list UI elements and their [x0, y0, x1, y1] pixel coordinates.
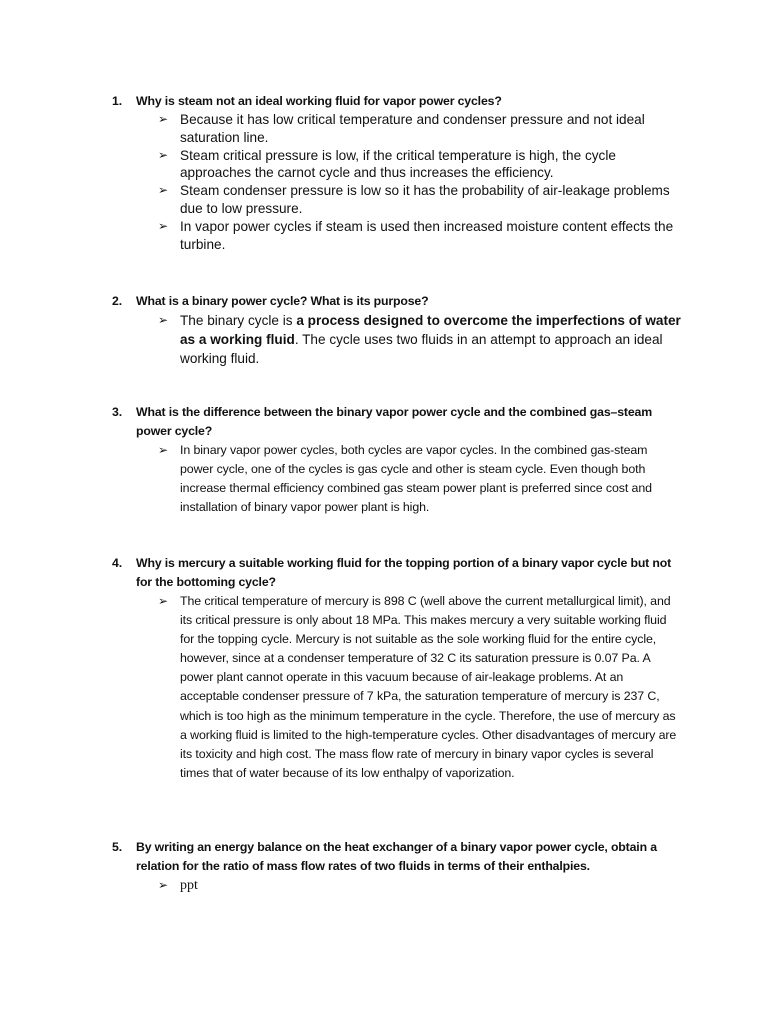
answer-list: [112, 592, 682, 783]
answer-text: ppt: [180, 878, 198, 893]
answer-list: [112, 311, 682, 368]
arrow-bullet-icon: ➢: [158, 183, 169, 198]
question-heading: [112, 554, 682, 592]
question-1: [112, 92, 682, 253]
arrow-bullet-icon: ➢: [158, 219, 169, 234]
answer-text: Steam condenser pressure is low so it has the probability of air-leakage problems due to low pressure.: [180, 183, 670, 216]
arrow-bullet-icon: ➢: [158, 443, 168, 457]
question-heading: [112, 292, 682, 311]
question-title: By writing an energy balance on the heat exchanger of a binary vapor power cycle, obtain a relation for the ratio of mass flow rates of two fluids in terms of their enthalpies.: [136, 840, 657, 873]
question-heading: [112, 403, 682, 441]
list-item: [112, 111, 682, 146]
answer-text: Because it has low critical temperature and condenser pressure and not ideal saturation line.: [180, 112, 645, 145]
list-item: [112, 218, 682, 253]
list-item: [112, 876, 682, 895]
question-4: [112, 554, 682, 783]
question-number: 4.: [112, 556, 122, 570]
question-number: 2.: [112, 294, 122, 308]
list-item: [112, 311, 682, 368]
list-item: [112, 147, 682, 182]
question-title: What is a binary power cycle? What is its purpose?: [136, 294, 429, 308]
answer-text: Steam critical pressure is low, if the critical temperature is high, the cycle approaches the carnot cycle and thus increases the efficiency.: [180, 147, 616, 181]
question-title: What is the difference between the binary vapor power cycle and the combined gas–steam power cycle?: [136, 405, 653, 438]
answer-text: In binary vapor power cycles, both cycles are vapor cycles. In the combined gas-steam power cycle, one of the cycles is gas cycle and other is steam cycle. Even though both increase thermal efficiency combined gas steam power plant is preferred since cost and installation of binary vapor power plant is high.: [180, 443, 652, 515]
answer-text-suffix: . The cycle uses two fluids in an attempt to approach an ideal working fluid.: [180, 332, 663, 366]
answer-list: [112, 111, 682, 253]
arrow-bullet-icon: ➢: [158, 147, 169, 162]
arrow-bullet-icon: ➢: [158, 112, 169, 126]
question-heading: [112, 838, 682, 876]
question-title: Why is steam not an ideal working fluid for vapor power cycles?: [136, 94, 502, 108]
answer-list: [112, 441, 682, 517]
question-heading: [112, 92, 682, 111]
answer-list: [112, 876, 682, 895]
question-number: 3.: [112, 405, 122, 419]
list-item: [112, 441, 682, 517]
answer-text: The critical temperature of mercury is 898 C (well above the current metallurgical limit), and its critical pressure is only about 18 MPa. This makes mercury a very suitable working fluid for the topping cycle. Mercury is not suitable as the sole working fluid for the entire cycle, however, since at a condenser temperature of 32 C its saturation pressure is 0.07 Pa. A power plant cannot operate in this vacuum because of air-leakage problems. At an acceptable condenser pressure of 7 kPa, the saturation temperature of mercury is 237 C, which is too high as the minimum temperature in the cycle. Therefore, the use of mercury as a working fluid is limited to the high-temperature cycles. Other disadvantages of mercury are its toxicity and high cost. The mass flow rate of mercury in binary vapor cycles is several times that of water because of its low enthalpy of vaporization.: [180, 594, 677, 780]
answer-text-bold: a process designed to overcome the imperfections of water as a working fluid: [180, 313, 681, 347]
list-item: [112, 592, 682, 783]
question-number: 5.: [112, 840, 122, 854]
answer-text-prefix: The binary cycle is: [180, 313, 297, 328]
arrow-bullet-icon: ➢: [158, 313, 169, 327]
arrow-bullet-icon: ➢: [158, 594, 168, 608]
list-item: [112, 182, 682, 217]
arrow-bullet-icon: ➢: [158, 878, 169, 892]
question-number: 1.: [112, 94, 122, 108]
answer-text: In vapor power cycles if steam is used then increased moisture content effects the turbine.: [180, 219, 674, 252]
question-3: [112, 403, 682, 517]
question-5: [112, 838, 682, 895]
question-title: Why is mercury a suitable working fluid for the topping portion of a binary vapor cycle but not for the bottoming cycle?: [136, 556, 672, 589]
question-2: [112, 292, 682, 368]
